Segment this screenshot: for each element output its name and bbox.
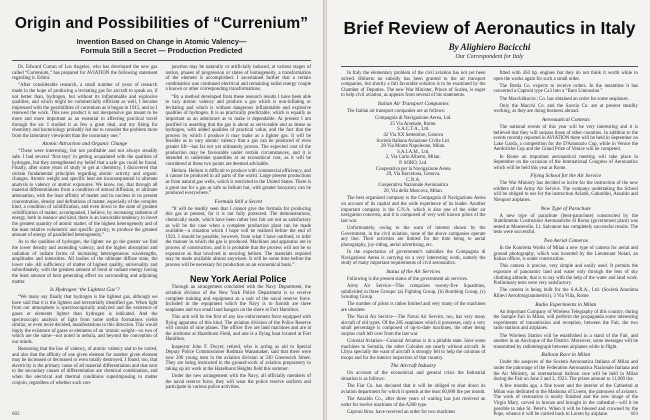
left-column-1: [12, 65, 158, 392]
body-paragraph: Colonial Aviation—Colonial Aviation is in a pitiable state. Save some machines in Somalia, the other Colonies are nearly without aircraft. In Libya specially the want of aircraft is strongly felt to help the columns of troops and for the interior inspection of that country.: [341, 339, 486, 361]
article-title-aerial-police: New York Aerial Police: [190, 274, 287, 285]
body-paragraph: fitted with 450 hp. engines but they do not think it worth while to open the works again for such a small order.: [493, 71, 638, 82]
body-paragraph: Army Air Service—This comprises twenty-five Squadrons, subdivided in three Groups: (a) Fighting Group, (b) Bombing Group, (c) Scouting Group.: [341, 283, 486, 301]
company-list: Compagnia di Navigazione Aerea, Ltd. 25 Via Arsenale, Rome. S.A.C.T.A., Ltd. 42 Via XX Settembre, Genova Società Italiana Aviazione Civile Ltd. 28 Via Monte Napoleone, Milan. S.A.I.A.M., Ltd. 2, Via Carlo Alberto, Milan. P. SORO, Ltd. Cooperativa per la Navigazione Aerea 29, Via Barcelona, Genova. C.N.A. Cooperativa Nazionale Aeronautica 20, Via della Moscova, Milan.: [374, 116, 452, 194]
title-rule: [12, 60, 311, 61]
section-heading: Balloon Race in Milan: [541, 352, 591, 359]
section-heading: Is Hydrogen ‘the Lightest Gas’?: [49, 287, 120, 294]
left-columns: [12, 65, 311, 392]
body-paragraph: In Italy the elementary problem of the civil aviation has not yet been solved. Hitherto no subsidy has been granted to the air transport companies, but shortly a full favorable solution is to be examined by the Chamber of Deputies. The new War Minister, Prince of Scalea, is eager to help civil aviation, as appears from several of his statements.: [341, 71, 486, 99]
body-paragraph: The best organized company is the Compagnia di Navigazione Aerea on account of its capital and the wide experience of its leader. Another important company is the C.N.A. which is also one of the older air navigation concerns, and it is composed of very well known pilots of the last war.: [341, 196, 486, 224]
body-paragraph: The Breda Co. expects to receive orders. In the meantime it has converted a Caproni type Ca3 into a “Baro Limousine.”: [493, 83, 638, 95]
body-paragraph: The Wireless Station will be established in a stand of the Fair, and another in an Aircloque of the District. Moreover, some messages will be transmitted by radiotelegraph between airplanes while in flight.: [493, 333, 638, 350]
body-paragraph: “These were interesting, but not profitable and not always steadily safe. I had several ‘first-rays’ in getting acquainted with the qualities of hydrogen, but they strengthened my belief that a safe gas could be found. Finally, after some years of study to get at chemistry, I discovered that certain fundamental principles regarding atomic activity and organic changes. Atomic weight and specific heat are inconsequential in ultimate analysis to valency or atomic exposures. We know, too, that through all material differentiations from a condition of utmost diffusion, or ultimate attenuation, with the least affinity of matter and its nucleus in its present concentration, density and definitions of matter, especially of the complex kind, a condition of solidification, and even down to the state of greatest solidification of matter, accompanied, I believe, by increasing radiation of energy, both in essence and kind, there is an inexorable tendency to invert the greatest quantity of atomic matter, of the highest heterogeneity and of the least relative volumetric and specific gravity, to produce the greatest amount of energy of parallelled heterogeneity.”: [12, 149, 158, 239]
body-paragraph: “It will be readily seen that I cannot give the formula for producing this gas at present, for it is not fully protected. The demonstrations, chemically made, which have been rather less fair are not as satisfactory as will be the case when a complete production plant can be made available—a situation which I hope will be realized before the end of 1923. I should be possible, however, from what I have outlined, to infer the manner in which the gas is produced. Machines and apparatus are in process of construction, and it is probable that the process will not be so expensive as that involved in securing helium. The materials required may be made available almost anywhere. It will be some time before the process will be necessary for production on an economical basis.”: [165, 206, 311, 268]
body-paragraph: Through an arrangement concluded with the Navy Department, the aviation division of the New York Police Department is to receive complete training and equipment as a unit of the naval reserve force. Included in the equipment which the Navy is to furnish are three seaplanes and two small land hangars on the shore at Fort Hamilton.: [165, 285, 311, 313]
left-page: [0, 0, 323, 420]
right-page: [327, 0, 650, 420]
section-heading: The Aircraft Industry: [390, 363, 437, 370]
title-rule: [341, 66, 638, 67]
body-paragraph: The camera is being built for the S.A.R.A., Ltd. (Società Anonima Rilievi Aerofotogrammetrici), 3 Via Villa, Rome.: [493, 288, 638, 299]
section-heading: Atomic Attraction and Organic Change: [42, 141, 128, 148]
body-paragraph: Inspector John F. Dwyer, retired, who is acting as aid to Special Deputy Police Commissioner Rodman Wanamaker, said that there were now 200 young men in the aviation division at 330 Greenwich Street. They are being instructed in the ground-work of aviation preparatory to taking up air work at the Hazelhurst Heights field this summer.: [165, 344, 311, 372]
article-subtitle-line-1: Invention Based on Change in Atomic Valency—: [76, 37, 247, 46]
body-paragraph: In the Konrietta Works of Milan a new type of camera for aerial and ground photography, which was invented by the Lieutenant Notari, an Italian officer, is under construction.: [493, 246, 638, 263]
body-paragraph: Helium. Helium is difficult to produce with commercial efficiency, and it cannot be produced in all parts of the world. Large present productions as from natural gas wells, which is restricted to the United States. There is a great use for a gas as safe as helium but, with greater buoyancy can be produced everywhere.”: [165, 168, 311, 197]
body-paragraph: The national events of this year will be very interesting and it is believed that they will surpass those of other countries. In addition to the events recently reported in AVIATION there will be held in September on Lake Garda, a competition for the D'Annunzio Cup, while in Venice the Aerdoriche Cup and the Grand Prize of Venice will be competed.: [493, 124, 638, 153]
body-paragraph: “After considerable research, a small number of years of research made in the hope of producing a levitating gas for aircraft to speak on, if not better than, hydrogen, but without its inflammable and explosive qualities, and which might be commercially efficient as well, I became impressed with the possibilities of currenium as it began in 1915, and so I renewed the work. This new product is not inexpensive gas meant to be more and more important as an essential to affecting practical travel through the air. I studied it as few a great deal, and my liking for chemistry and bacteriology probably led me to consider the problem more from the laboratory viewpoint than the customary one.”: [12, 83, 158, 139]
body-paragraph: On account of the economical and general crisis the Industrial situation is as follows:: [341, 371, 486, 383]
article-byline: By Alighiero Bacicchi: [448, 42, 531, 52]
body-paragraph: The Macchi&ucirc; Co. has obtained an order for some seaplanes.: [499, 96, 629, 102]
body-paragraph: This camera is precise, very simple and easily used. It permits the exposure of panoramic land and water only through the lens of sky climbing altitude, that is to say with the help of the water and land work. Preliminary tests were very satisfactory.: [493, 264, 638, 287]
article-subtitle-line-2: Formula Still a Secret — Production Predicted: [80, 46, 243, 55]
page-number: 603: [630, 412, 638, 417]
section-heading: Radio Experiments in Milan: [535, 301, 597, 308]
article-title-aeronautics-italy: Brief Review of Aeronautics in Italy: [343, 18, 636, 38]
correspondent-line: Our Correspondent for Italy: [455, 54, 524, 60]
section-heading: Italian Air Transport Companies: [377, 100, 449, 107]
body-paragraph: In Rome an important aeronautical meeting will take place in September on the occasion of the International Congress of Aeronautics which will be held this year at Rome.: [493, 154, 638, 171]
page-number: 602: [12, 412, 20, 417]
section-heading: Formula Still a Secret: [214, 198, 263, 205]
body-paragraph: A few months ago, a fine tower and the interior of the Cathedral at Milan was dedicated to the Madonna of Loreto, the patroness of aviators. The work of restoration is nearly finished and the new image of the Virgin Mary, carved in bronze and brought in the cathedral—will it be possible to take St. Peter's. When it will be blessed and crowned by the Pope, whence it will be carried back to Loreto by airplane.: [493, 384, 638, 418]
body-paragraph: A new type of parachute (bent-parachute) constructed by the Stabilimento Costruzioni Aeronautiche di Roma (government plant) was tested at Montecelio. Lt. Salvatore has completely successful results. The tests were successful.: [493, 213, 638, 236]
right-column-1: [341, 71, 486, 419]
body-paragraph: An important Company of Wireless Telegraphy of this country, during the Sample Fair in Milan, will perform the propaganda some interesting experiments of transmission and reception, between the Fair, the two radio stations and airplanes.: [493, 309, 638, 332]
body-paragraph: As to the qualities of hydrogen, the lighter we go the greater we find the lower density and ascending valency, and the higher absorption and radiation of radiant forms of increasing heterogeneous wavelengths, amplitudes and intensities. All bodies of the ultimate diffuse state, the lower rule. All sufficiency of matter of highest quality, universality and subordinately, with the greatest amount of bond or radiant energy having the least amount of heat generating effect on surrounding and adjoining matter.: [12, 240, 158, 285]
body-paragraph: Under the auspices of the Società Aeronautica Italiana of Milan and under the patronage of the Federation Aeronautica Nazionale Italiana and the Air Ministry, an international balloon race will be held in Milan during the Fair on June 2 and 3, 1923. The prizes amount to 11,000 lire.: [493, 360, 638, 383]
left-column-2: [166, 65, 312, 392]
body-paragraph: “We many say finally that hydrogen is the lightest gas, although we have said that it is the lightest and terrestrially identified gas. When light from our atmosphere is spectroscopically analyzed and the existence of gases or elements lighter than hydrogen is indicated. And the spectroscopic analysis of light from some stellar formations yields similar, or even more decided, manifestations to this direction. This would imply the existence of gases or elements of an ‘atomic weight—so two of which are the same—not noted in nebula, and beyond the conception of our minds.: [12, 295, 158, 345]
body-paragraph: Under the new arrangement with the Navy, all officially members of the naval reserve force, they will wear the police reserve uniform and participate in various police activities.: [165, 374, 311, 391]
body-paragraph: Only the Macchi Co. and the Savoia Co. are at present steadily working, as they are doing business abroad.: [493, 103, 638, 115]
body-paragraph: The Ansaldo Co., after three years of waiting has just received an order for twelve machines of the A300 type.: [341, 397, 486, 408]
section-heading: Flying School for the Air Service: [530, 173, 602, 180]
right-columns: [341, 71, 638, 419]
body-paragraph: Following is the present status of the government air services.: [347, 276, 469, 282]
body-paragraph: The number of pilots is rather limited and very many of the machines are obsolete.: [341, 302, 486, 313]
body-paragraph: The War Ministry has decided to invite for the instruction of the new soldiers of the Army Air Service. The company undertaking the School will be obliged to use for the instruction Aviatik, Gabardini, Ansaldo and Nieuport airplanes.: [493, 181, 638, 204]
body-paragraph: Unfortunately, owing to the want of interest shown by the Government, in the civil aviation, none of the above companies operate any line. Their activities are limited for the time being to aerial photography, joy-riding, aerial advertising, etc.: [341, 226, 486, 248]
body-paragraph: The Italian air transport companies are as follows:: [347, 108, 446, 114]
body-paragraph: The Fiat Co. has declared that it will be obliged to shut down its aviation department for which it spends at the least 60,000 lire per month.: [341, 384, 486, 395]
body-paragraph: Reasoning that the law of valency, of atomic valency and to be varied, and also that the affinity of one given element for another given element may be increased or decreased or even totally destroyed. I found, too, that electricity is the primary cause of all material differentiation and that next to the secondary causes of differentiation are chemical combination, and when the electrical and thermal conditions superimposing to matter conjoin, regardless of whether such con-: [12, 347, 158, 386]
section-heading: Status of the Air Services: [386, 268, 441, 275]
body-paragraph: “By a method developed from these research results I have been able to vary atomic valency and produce a gas which is non-inflating or levitating and which is without dangerous inflammable and explosive qualities of hydrogen. It is as practically predictable, which is equally as important as an admixture as to make it dependable. At present I am justified in asserting that the gas is about as serviceable and as dense as hydrogen, with added qualities of practical value, and the fact that the process by which I produce it may make as a lighter gas. It will be feasible as to vary atomic valency that a gas can be produced of even greater lift—has far not yet ultimately proven. The expected cost of the production may be favourable under certain circumstances, and it is intended to undertake quantities at an economical cost, as it will be considered at these two points are deemed advisable.: [165, 94, 311, 167]
body-paragraph: The Naval Air Service—The Naval Air Service, too, has very many aircraft of old types. Of the 285 seaplanes which it possesses, only a very small percentage is composed of up-to-date machines, the other being surplus craft left over from the last war.: [341, 315, 486, 337]
body-paragraph: Caproni Bros. have received an order for two machines: [347, 409, 456, 415]
section-heading: Two Aerial Cameras: [543, 238, 588, 245]
article-title-currenium: Origin and Possibilities of “Currenium”: [14, 15, 309, 32]
body-paragraph: This unit will be the first of any law enforcement force equipped with flying apparatus of this kind. The aviation division of the Police Reserve will consist of nine planes. The officer five are land machines and are at the airdrome at Hazelhurst Field, and one is a flying boat located at Fort Hamilton.: [165, 314, 311, 343]
section-heading: Aeronautical Contests: [541, 116, 590, 123]
body-paragraph: In the expectation of government's subsidies the Compagnia di Navigazione Aerea is carrying on a very interesting work, namely the study of many important requirements of civil aeronautics.: [341, 250, 486, 267]
section-heading: New Type of Parachute: [540, 205, 591, 212]
body-paragraph: Dr. Edward Curran of Los Angeles, who has developed the new gas called “Currenium,” has prepared for AVIATION the following statement regarding it. Editor.: [12, 65, 158, 82]
right-column-2: [494, 71, 639, 419]
body-paragraph: junction may be naturally or artificially induced, at various stages of notion, phases of progression or states of homogeneity, a transformation of the element is accomplished. I ascertained further that a certain combination was continued electrical and remaining radial energy couple a known or other corresponding transformations.: [165, 65, 311, 93]
